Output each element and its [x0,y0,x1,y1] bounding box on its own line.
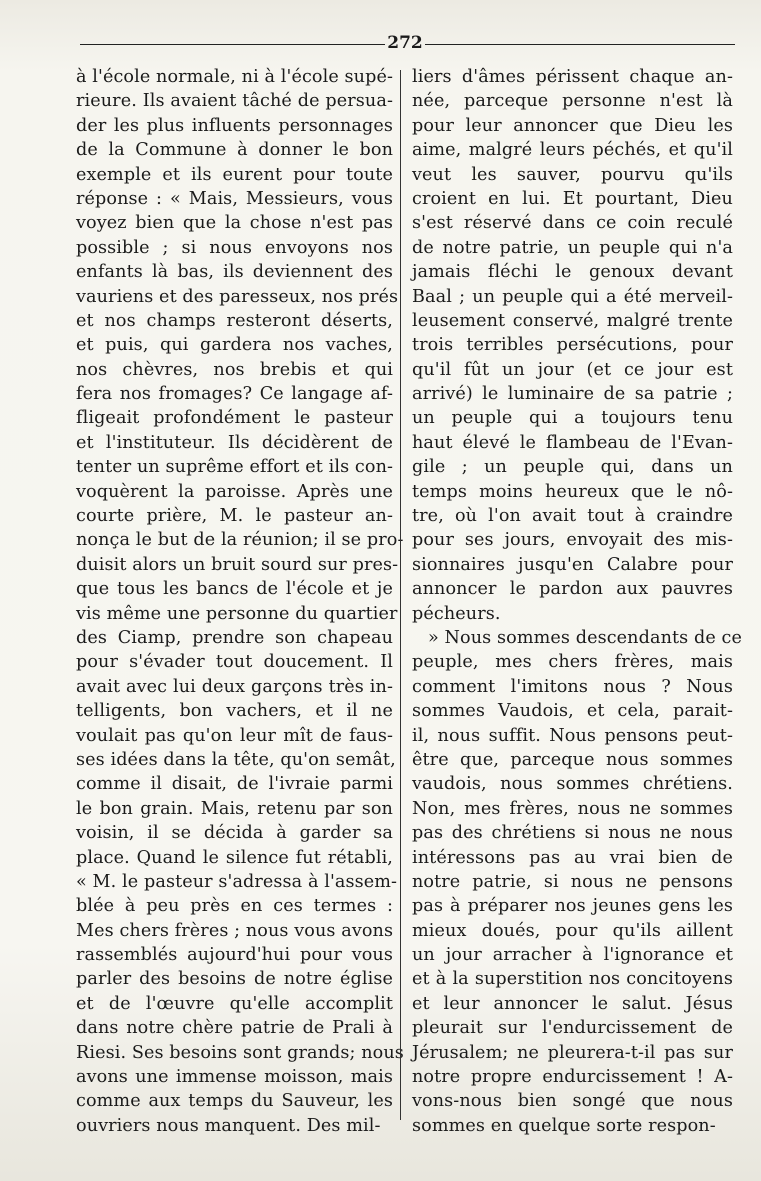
text-line: Riesi. Ses besoins sont grands; nous [76,1042,404,1063]
text-line: pour ses jours, envoyait des mis- [412,530,733,551]
text-line: duisit alors un bruit sourd sur pres- [76,554,399,575]
text-line: parler des besoins de notre église [76,969,393,990]
text-line: courte prière, M. le pasteur an- [76,506,393,527]
text-line: et leur annoncer le salut. Jésus [412,993,733,1014]
text-line: et à la superstition nos concitoyens [412,969,733,990]
text-line: vis même une personne du quartier [76,603,398,624]
text-line: trois terribles persécutions, pour [412,335,733,356]
text-line: jamais fléchi le genoux devant [412,262,733,283]
text-line: tre, où l'on avait tout à craindre [412,506,733,527]
column-divider [400,70,401,1120]
text-line: intéressons pas au vrai bien de [412,847,733,868]
text-line: et nos champs resteront déserts, [76,310,393,331]
text-line: qu'il fût un jour (et ce jour est [412,359,733,380]
text-line: le bon grain. Mais, retenu par son [76,798,393,819]
text-line: fligeait profondément le pasteur [76,408,393,429]
text-line: vauriens et des paresseux, nos prés [76,286,399,307]
text-line: » Nous sommes descendants de ce [428,627,743,648]
text-line: de la Commune à donner le bon [76,140,393,161]
text-line: comme il disait, de l'ivraie parmi [76,774,393,795]
text-line: Non, mes frères, nous ne sommes [412,798,733,819]
text-line: sommes Vaudois, et cela, parait- [412,701,733,722]
text-line: der les plus influents personnages [76,115,393,136]
text-line: pour leur annoncer que Dieu les [412,115,733,136]
text-line: leusement conservé, malgré trente [412,310,733,331]
text-line: voyez bien que la chose n'est pas [76,213,393,234]
text-line: veut les sauver, pourvu qu'ils [412,164,733,185]
text-line: voulait pas qu'on leur mît de faus- [76,725,393,746]
text-line: avons une immense moisson, mais [76,1067,393,1088]
page-header [80,32,735,52]
header-rule-right [425,44,735,45]
text-line: place. Quand le silence fut rétabli, [76,847,393,868]
text-line: comme aux temps du Sauveur, les [76,1091,393,1112]
header-rule-left [80,44,385,45]
text-line: Baal ; un peuple qui a été merveil- [412,286,733,307]
text-line: liers d'âmes périssent chaque an- [412,67,733,87]
text-line: pécheurs. [412,603,501,624]
text-line: pas des chrétiens si nous ne nous [412,823,733,844]
text-line: vaudois, nous sommes chrétiens. [412,774,733,795]
text-line: dans notre chère patrie de Prali à [76,1018,393,1039]
text-line: vons-nous bien songé que nous [412,1091,733,1112]
text-line: un jour arracher à l'ignorance et [412,945,733,966]
text-line: annoncer le pardon aux pauvres [412,579,733,600]
text-line: nonça le but de la réunion; il se pro- [76,530,404,551]
text-line: un peuple qui a toujours tenu [412,408,733,429]
text-line: tenter un suprême effort et ils con- [76,457,394,478]
text-line: temps moins heureux que le nô- [412,481,733,502]
left-column [76,65,404,1138]
text-line: pleurait sur l'endurcissement de [412,1018,733,1039]
text-line: ouvriers nous manquent. Des mil- [76,1115,381,1136]
text-line: exemple et ils eurent pour toute [76,164,393,185]
text-line: telligents, bon vachers, et il ne [76,701,393,722]
text-line: gile ; un peuple qui, dans un [412,457,733,478]
text-line: avait avec lui deux garçons très in- [76,676,393,697]
text-line: pour s'évader tout doucement. Il [76,652,393,673]
text-line: peuple, mes chers frères, mais [412,652,733,673]
text-line: voisin, il se décida à garder sa [76,823,393,844]
text-line: Jérusalem; ne pleurera-t-il pas sur [412,1042,733,1063]
text-line: et l'instituteur. Ils décidèrent de [76,432,393,453]
text-line: née, parceque personne n'est là [412,91,733,112]
text-line: voquèrent la paroisse. Après une [76,481,393,502]
text-line: de notre patrie, un peuple qui n'a [412,237,733,258]
text-line: être que, parceque nous sommes [412,749,733,770]
text-line: sommes en quelque sorte respon- [412,1115,716,1136]
text-line: à l'école normale, ni à l'école supé- [76,67,394,87]
text-line: notre propre endurcissement ! A- [412,1067,733,1088]
text-line: « M. le pasteur s'adressa à l'assem- [76,871,398,892]
text-line: croient en lui. Et pourtant, Dieu [412,188,733,209]
text-line: et puis, qui gardera nos vaches, [76,335,393,356]
text-line: mieux doués, pour qu'ils aillent [412,920,733,941]
text-line: fera nos fromages? Ce langage af- [76,384,393,405]
text-line: réponse : « Mais, Messieurs, vous [76,188,393,209]
text-line: des Ciamp, prendre son chapeau [76,627,393,648]
text-line: notre patrie, si nous ne pensons [412,871,733,892]
text-line: possible ; si nous envoyons nos [76,237,393,258]
right-column [412,65,743,1138]
text-line: enfants là bas, ils deviennent des [76,262,393,283]
text-line: Mes chers frères ; nous vous avons [76,920,394,941]
text-line: haut élevé le flambeau de l'Evan- [412,432,733,453]
text-line: ses idées dans la tête, qu'on semât, [76,749,396,770]
text-line: pas à préparer nos jeunes gens les [412,896,733,917]
page-number: 272 [387,33,423,53]
text-line: nos chèvres, nos brebis et qui [76,359,393,380]
text-line: rassemblés aujourd'hui pour vous [76,945,393,966]
text-line: comment l'imitons nous ? Nous [412,676,733,697]
text-line: sionnaires jusqu'en Calabre pour [412,554,733,575]
text-line: blée à peu près en ces termes : [76,896,393,917]
text-line: rieure. Ils avaient tâché de persua- [76,91,393,112]
text-line: s'est réservé dans ce coin reculé [412,213,733,234]
text-line: il, nous suffit. Nous pensons peut- [412,725,733,746]
text-line: arrivé) le luminaire de sa patrie ; [412,384,733,405]
text-line: et de l'œuvre qu'elle accomplit [76,993,393,1014]
text-line: que tous les bancs de l'école et je [76,579,393,600]
text-line: aime, malgré leurs péchés, et qu'il [412,140,733,161]
